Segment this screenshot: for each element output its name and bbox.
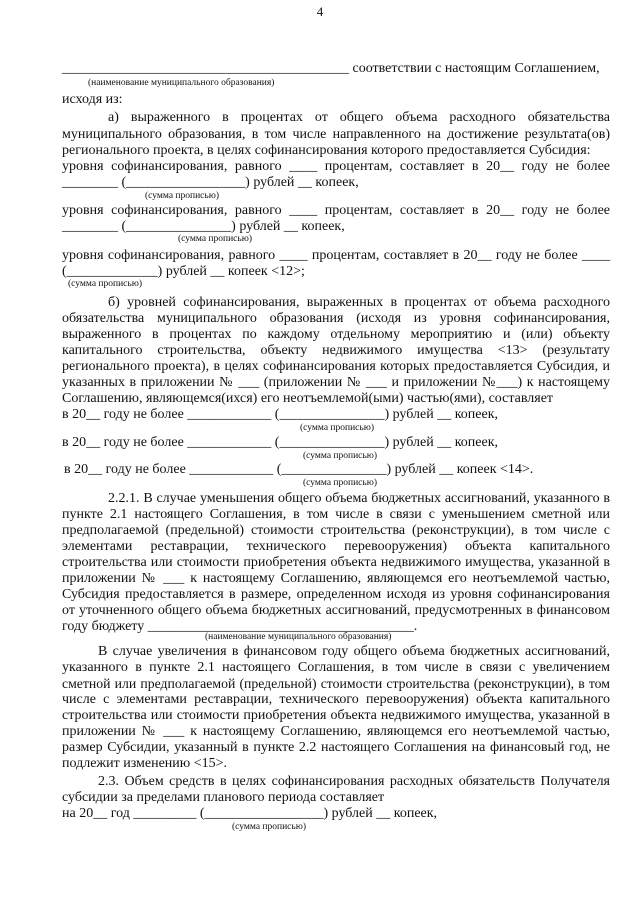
text-line: в 20__ году не более ____________ (_______________) рублей __ копеек <14>. xyxy=(64,462,534,477)
page-number: 4 xyxy=(316,4,324,19)
field-caption: (сумма прописью) xyxy=(145,191,219,201)
text-line: субсидии за пределами планового периода составляет xyxy=(62,790,385,805)
text-line: регионального проекта, в целях софинансирования которого предоставляется Субсидия: xyxy=(62,143,591,158)
text-line: уровня софинансирования, равного ____ процентам, составляет в 20__ году не более xyxy=(62,159,610,174)
field-caption: (наименование муниципального образования) xyxy=(205,632,392,642)
text-line: капитального строительства, объекту недвижимого имущества <13> (результату xyxy=(62,343,610,358)
text-line: пункте 2.1 настоящего Соглашения, в том числе в связи с уменьшением сметной или xyxy=(62,507,610,522)
text-line: предполагаемой (предельной) стоимости строительства (реконструкции), в том числе с xyxy=(62,523,610,538)
text-line: а) выраженного в процентах от общего объема расходного обязательства xyxy=(108,110,610,125)
text-line: в 20__ году не более ____________ (_______________) рублей __ копеек, xyxy=(62,435,499,450)
field-caption: (сумма прописью) xyxy=(232,822,306,832)
text-line: году бюджету ______________________________________. xyxy=(62,619,418,634)
text-line: Соглашению, являющемся(ихся) его неотъемлемой(ыми) частью(ями), составляет xyxy=(62,391,554,406)
text-line: строительства или стоимости приобретения объекта недвижимого имущества, указанной в xyxy=(62,708,610,723)
text-line: подлежит изменению <15>. xyxy=(62,756,228,771)
text-line: муниципального образования, в том числе направленного на достижение результата(ов) xyxy=(62,127,610,142)
text-line: ________ (_______________) рублей __ копеек, xyxy=(62,219,345,234)
text-line: уровня софинансирования, равного ____ процентам, составляет в 20__ году не более xyxy=(62,203,610,218)
text-line: б) уровней софинансирования, выраженных в процентах от объема расходного xyxy=(108,295,610,310)
field-caption: (сумма прописью) xyxy=(178,234,252,244)
text-line: приложении № ___ к настоящему Соглашению, являющемся его неотъемлемой частью, xyxy=(62,571,610,586)
field-caption: (сумма прописью) xyxy=(300,423,374,433)
field-caption: (сумма прописью) xyxy=(303,478,377,488)
text-line: _________________________________________ соответствии с настоящим Соглашением, xyxy=(62,61,600,76)
field-caption: (сумма прописью) xyxy=(303,451,377,461)
text-line: от уточненного общего объема бюджетных ассигнований, предусмотренных в финансовом xyxy=(62,603,610,618)
text-line: в 20__ году не более ____________ (_______________) рублей __ копеек, xyxy=(62,407,499,422)
text-line: обязательства муниципального образования (исходя из уровня софинансирования, xyxy=(62,311,610,326)
text-line: уровня софинансирования, равного ____ процентам, составляет в 20__ году не более ____ xyxy=(62,248,610,263)
text-line: (_____________) рублей __ копеек <12>; xyxy=(62,264,305,279)
text-line: элементами реставрации, технического перевооружения) объекта капитального xyxy=(62,539,610,554)
text-line: сметной или предполагаемой (предельной) стоимости строительства (реконструкции), в том xyxy=(62,676,610,691)
text-line: указанного в пункте 2.1 настоящего Соглашения, в том числе в связи с увеличением xyxy=(62,660,610,675)
text-line: числе с элементами реставрации, технического перевооружения) объекта капитального xyxy=(62,692,610,707)
text-line: исходя из: xyxy=(62,92,123,107)
text-line: выраженного в процентах по каждому отдельному мероприятию и (или) объекту xyxy=(62,327,610,342)
field-caption: (сумма прописью) xyxy=(68,279,142,289)
text-line: Субсидия предоставляется в размере, определенном исходя из уровня софинансирования xyxy=(62,587,610,602)
text-line: размер Субсидии, указанный в пункте 2.2 настоящего Соглашения на финансовый год, не xyxy=(62,740,610,755)
text-line: приложении № ___ к настоящему Соглашению, являющемся его неотъемлемой частью, xyxy=(62,724,610,739)
text-line: В случае увеличения в финансовом году общего объема бюджетных ассигнований, xyxy=(98,644,610,659)
text-line: ________ (_________________) рублей __ копеек, xyxy=(62,175,359,190)
text-line: на 20__ год _________ (_________________) рублей __ копеек, xyxy=(62,806,438,821)
field-caption: (наименование муниципального образования) xyxy=(88,78,275,88)
text-line: строительства или стоимости приобретения объекта недвижимого имущества, указанной в xyxy=(62,555,610,570)
text-line: регионального проекта), в целях софинансирования которых предоставляется Субсидия, и xyxy=(62,359,610,374)
text-line: указанных в приложении № ___ (приложении № ___ и приложении №___) к настоящему xyxy=(62,375,610,390)
text-line: 2.3. Объем средств в целях софинансирования расходных обязательств Получателя xyxy=(98,774,610,789)
text-line: 2.2.1. В случае уменьшения общего объема бюджетных ассигнований, указанного в xyxy=(108,491,610,506)
